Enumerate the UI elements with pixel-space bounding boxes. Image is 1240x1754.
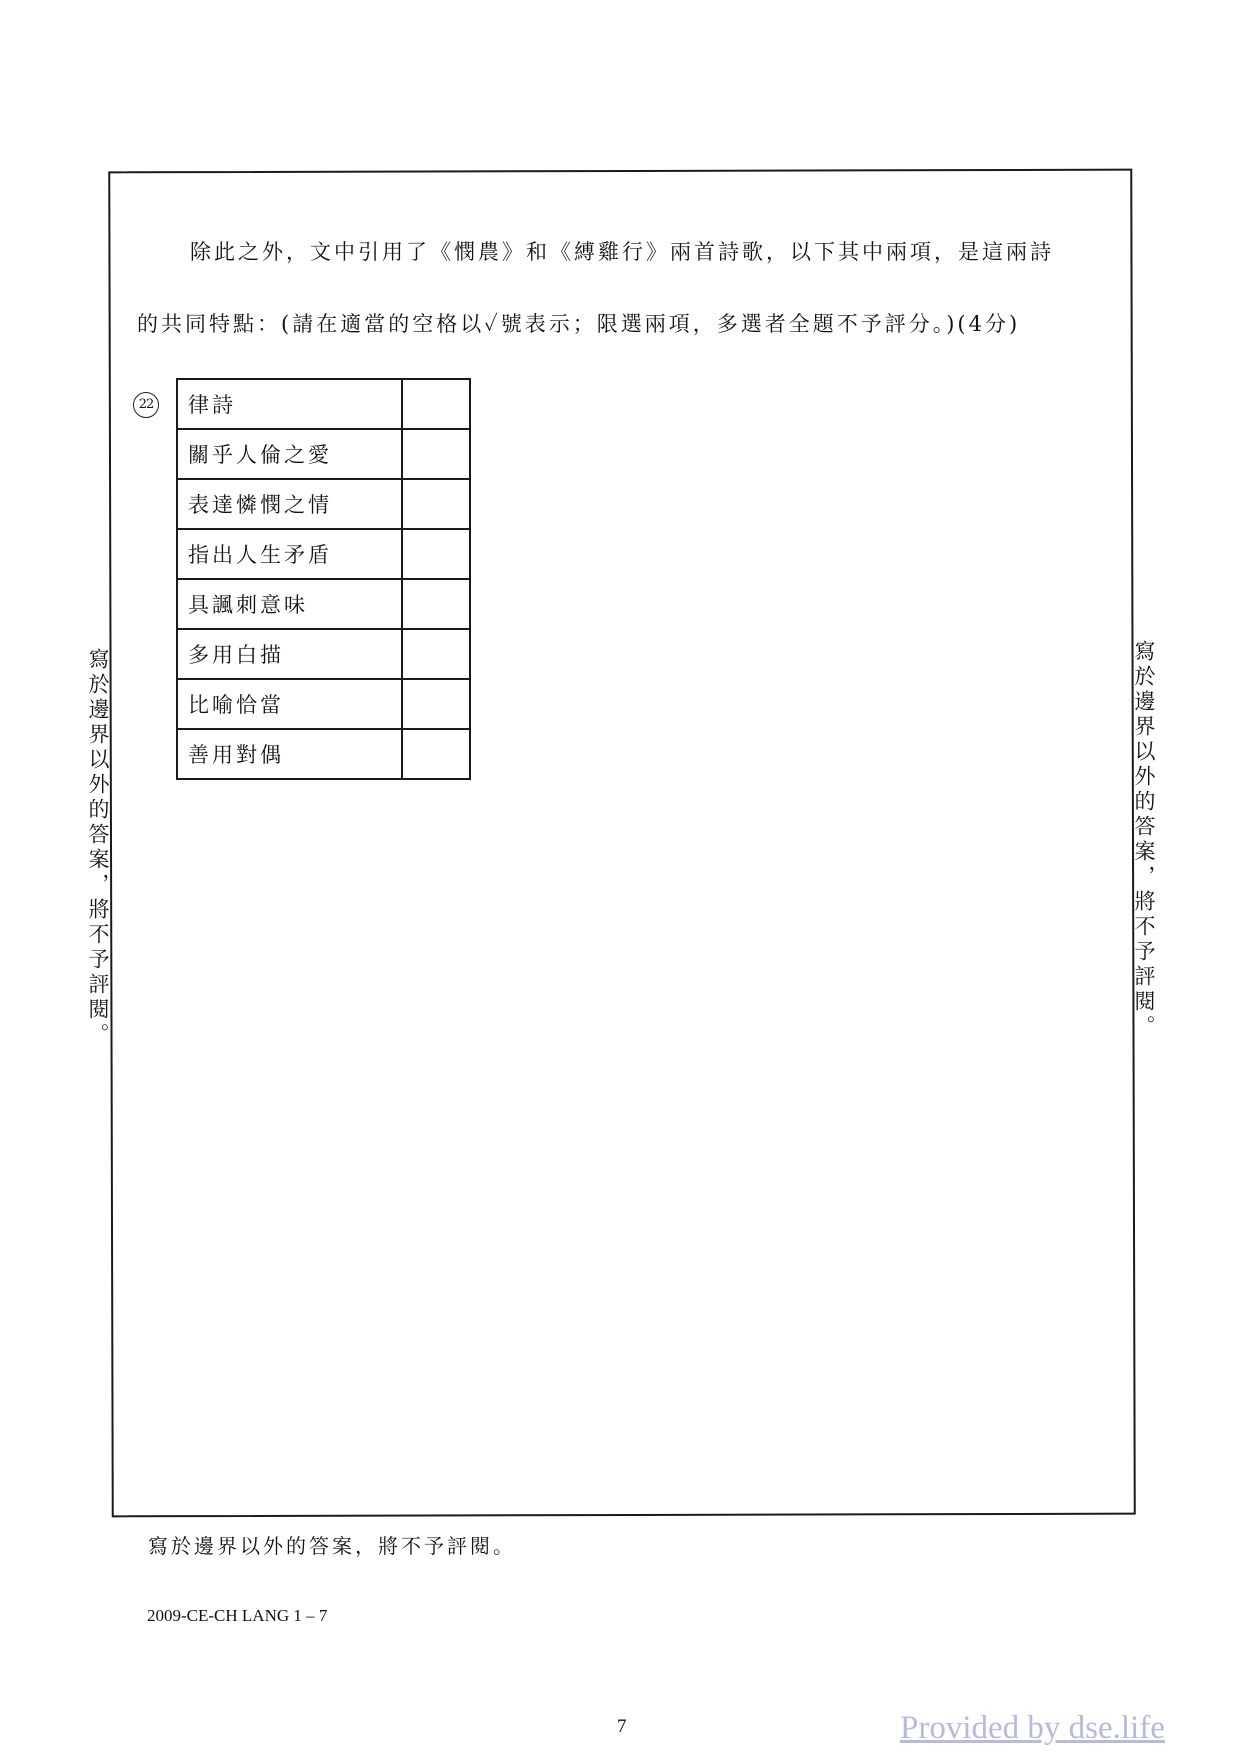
option-label: 律詩 <box>177 379 402 429</box>
option-label: 善用對偶 <box>177 729 402 779</box>
option-row <box>177 579 470 629</box>
question-text-line-2: 的共同特點：(請在適當的空格以✓號表示；限選兩項，多選者全題不予評分。)(4分) <box>137 312 1021 336</box>
option-label: 多用白描 <box>177 629 402 679</box>
watermark-link[interactable]: Provided by dse.life <box>900 1710 1165 1746</box>
option-row <box>177 529 470 579</box>
page-number: 7 <box>617 1716 627 1737</box>
margin-note-right: 寫於邊界以外的答案，將不予評閱。 <box>1132 640 1156 1040</box>
margin-note-left: 寫於邊界以外的答案，將不予評閱。 <box>86 648 110 1048</box>
option-row <box>177 429 470 479</box>
option-label: 指出人生矛盾 <box>177 529 402 579</box>
margin-note-bottom: 寫於邊界以外的答案，將不予評閱。 <box>148 1534 516 1558</box>
option-checkbox[interactable] <box>402 629 470 679</box>
option-checkbox[interactable] <box>402 379 470 429</box>
option-label: 關乎人倫之愛 <box>177 429 402 479</box>
option-label: 表達憐憫之情 <box>177 479 402 529</box>
option-label: 具諷刺意味 <box>177 579 402 629</box>
option-row <box>177 729 470 779</box>
question-number: 22 <box>133 392 159 418</box>
option-row <box>177 679 470 729</box>
option-row <box>177 629 470 679</box>
answer-area-border <box>108 169 1136 1518</box>
option-row <box>177 379 470 429</box>
option-label: 比喻恰當 <box>177 679 402 729</box>
option-checkbox[interactable] <box>402 579 470 629</box>
option-checkbox[interactable] <box>402 479 470 529</box>
question-text-line-1: 除此之外，文中引用了《憫農》和《縛雞行》兩首詩歌，以下其中兩項，是這兩詩 <box>190 240 1054 264</box>
option-checkbox[interactable] <box>402 529 470 579</box>
exam-code: 2009-CE-CH LANG 1 – 7 <box>147 1606 328 1625</box>
option-checkbox[interactable] <box>402 429 470 479</box>
option-checkbox[interactable] <box>402 729 470 779</box>
options-table <box>176 378 471 780</box>
option-row <box>177 479 470 529</box>
option-checkbox[interactable] <box>402 679 470 729</box>
